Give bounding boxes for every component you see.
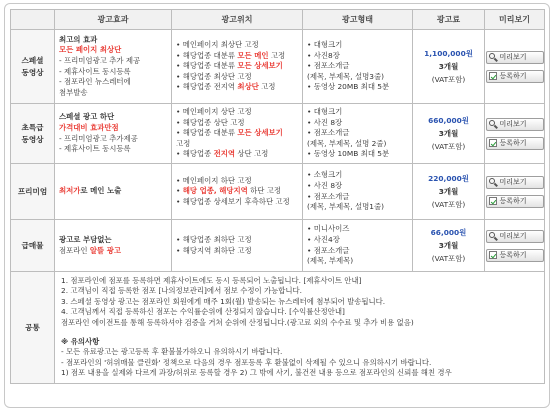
ad-form-line: • 미니사이즈 <box>307 224 350 234</box>
ad-position-line <box>176 197 298 208</box>
ad-form-line: • 소형크기 <box>307 170 343 180</box>
ad-effect-text: - 프리미엄광고 추가 제공 <box>59 55 141 65</box>
ad-effect-line <box>59 35 167 46</box>
table-row <box>11 104 545 164</box>
ad-form-line: • 사진4장 <box>307 234 340 244</box>
notice-content <box>55 272 545 384</box>
ad-form-line: • 대형크기 <box>307 40 343 50</box>
ad-form-line: • 사진 8장 <box>307 180 343 190</box>
ad-position <box>172 220 303 272</box>
ad-position-line <box>176 107 298 118</box>
ad-price <box>413 220 485 272</box>
ad-position <box>172 164 303 220</box>
register-button-label: 등록하기 <box>499 72 527 80</box>
price-amount: 660,000원 <box>428 116 469 125</box>
ad-form-line: • 점포소개글 <box>307 128 350 138</box>
ad-actions <box>485 220 545 272</box>
preview-button[interactable] <box>486 51 544 64</box>
ad-form-line: (제목, 부제목) <box>307 256 354 266</box>
ad-effect-line <box>59 134 167 145</box>
ad-position-text: 하단 고정 <box>247 186 282 196</box>
magnifier-handle <box>494 183 498 187</box>
ad-form-line: • 점포소개글 <box>307 191 350 201</box>
ad-effect-text: - 제휴사이트 동시등록 <box>59 66 131 76</box>
register-button[interactable] <box>486 70 544 83</box>
ad-form-line: • 점포소개글 <box>307 61 350 71</box>
ad-position-line <box>176 186 298 197</box>
ad-position-text: 고정 <box>176 138 191 148</box>
notice-line: 1. 점포라인에 점포를 등록하면 제휴사이트에도 동시 등록되어 노출됩니다. [제휴사이트 안내] <box>61 276 362 285</box>
preview-button-label: 미리보기 <box>499 53 527 61</box>
ad-position-line <box>176 149 298 160</box>
register-button-label: 등록하기 <box>499 251 527 259</box>
preview-button-label: 미리보기 <box>499 232 527 240</box>
price-period: 3개월 <box>438 129 459 138</box>
ad-category-line: 프리미엄 <box>17 186 48 196</box>
ad-position-text: 최상단 <box>237 82 259 92</box>
ad-effect-line <box>59 77 167 88</box>
price-amount: 66,000원 <box>430 228 467 237</box>
ad-form-line: (제목, 부제목, 설명 2줄) <box>307 138 387 148</box>
caution-title: ※ 유의사항 <box>61 337 100 347</box>
preview-button[interactable] <box>486 230 544 243</box>
ad-position-line <box>176 118 298 129</box>
ad-form <box>303 220 413 272</box>
ad-effect-line <box>59 56 167 67</box>
ad-position-text: 모든 메인 <box>237 50 269 60</box>
checkbox-icon <box>489 72 498 81</box>
table-header-row <box>11 10 545 30</box>
ad-position-line <box>176 40 298 51</box>
ad-category-line: 스페셜 <box>21 55 44 65</box>
ad-category-line: 동영상 <box>21 134 44 144</box>
ad-position-line <box>176 235 298 246</box>
header-blank <box>11 10 55 30</box>
ad-effect-line <box>59 144 167 155</box>
notice-line: 2. 고객님이 직접 등록한 점포 [나의정보관리]에서 점보 수정이 가능합니다. <box>61 286 303 296</box>
ad-effect-line <box>59 186 167 197</box>
register-button[interactable] <box>486 249 544 262</box>
magnifier-handle <box>494 125 498 129</box>
ad-form-line: • 대형크기 <box>307 107 343 117</box>
ad-effect-text: 모든 페이지 최상단 <box>59 45 122 55</box>
ad-position-line <box>176 139 298 150</box>
ad-form-line: (제목, 부제목, 설명3줄) <box>307 71 384 81</box>
ad-position-text: • <box>176 186 183 196</box>
magnifier-icon <box>489 178 498 187</box>
magnifier-icon <box>489 120 498 129</box>
ad-effect-text: - 제휴사이트 동시등록 <box>59 144 131 154</box>
notice-line: 3. 스페셜 동영상 광고는 점포라인 회원에게 매주 1회(월) 발송되는 뉴스레터에 첨부되어 발송됩니다. <box>61 296 386 306</box>
checkbox-icon <box>489 139 498 148</box>
ad-position-text: • 해당업종 상단 고정 <box>176 117 245 127</box>
price-vat: (VAT포함) <box>431 75 466 84</box>
ad-effect-line <box>59 88 167 99</box>
ad-category-line: 초특급 <box>21 122 44 132</box>
ad-actions <box>485 30 545 104</box>
checkbox-icon <box>489 197 498 206</box>
header-preview: 미리보기 <box>485 10 545 30</box>
ad-effect-text: 최저가 <box>59 186 81 196</box>
ad-position-text: • 해당업종 대분류 <box>176 50 238 60</box>
ad-actions <box>485 164 545 220</box>
checkbox-box <box>489 251 497 259</box>
ad-position-text: 상단 고정 <box>235 149 269 159</box>
ad-price <box>413 104 485 164</box>
ad-position-text: • 해당업종 최상단 고정 <box>176 71 252 81</box>
ad-position-text: • 해당업종 대분류 <box>176 128 238 138</box>
ad-effect-text: 스페셜 광고 하단 <box>59 112 115 122</box>
ad-position-text: 모든 상세보기 <box>237 128 283 138</box>
ad-position <box>172 30 303 104</box>
ad-position-text: 해당 업종, 해당지역 <box>182 186 248 196</box>
ad-position-text: • 메인페이지 최상단 고정 <box>176 40 259 50</box>
ad-position-line <box>176 61 298 72</box>
caution-line: - 점포라인의 '허위매물 클린화' 정책으로 다음의 경우 점포등록 후 환불없이 삭제될 수 있으니 유의하시기 바랍니다. <box>61 357 432 367</box>
register-button-label: 등록하기 <box>499 139 527 147</box>
ad-effect-line <box>59 67 167 78</box>
ad-effect <box>55 30 172 104</box>
ad-form-line: • 동영상 10MB 최대 5분 <box>307 149 390 159</box>
ad-position-text: 고정 <box>258 82 276 92</box>
ad-pricing-panel <box>4 3 550 408</box>
ad-form <box>303 104 413 164</box>
ad-form-line: • 동영상 20MB 최대 5분 <box>307 82 390 92</box>
price-vat: (VAT포함) <box>431 200 466 209</box>
header-effect: 광고효과 <box>55 10 172 30</box>
ad-effect <box>55 220 172 272</box>
checkbox-box <box>489 72 497 80</box>
price-vat: (VAT포함) <box>431 142 466 151</box>
header-price: 광고료 <box>413 10 485 30</box>
magnifier-icon <box>489 53 498 62</box>
header-form: 광고형태 <box>303 10 413 30</box>
ad-position-text: 전지역 <box>213 149 236 159</box>
ad-position-text: • 해당업종 <box>176 149 214 159</box>
ad-effect-text: 첨부발송 <box>59 87 88 97</box>
magnifier-icon <box>489 232 498 241</box>
ad-effect-text: 알뜰 광고 <box>89 245 122 255</box>
ad-effect-line <box>59 235 167 246</box>
ad-effect-text: 광고로 부담없는 <box>59 234 112 244</box>
table-row <box>11 220 545 272</box>
ad-position-line <box>176 82 298 93</box>
ad-effect-text: - 점포라인 뉴스레터에 <box>59 77 131 87</box>
notice-row <box>11 272 545 384</box>
price-period: 3개월 <box>438 187 459 196</box>
notice-label: 공통 <box>11 272 55 384</box>
ad-position-line <box>176 128 298 139</box>
preview-button-label: 미리보기 <box>499 120 527 128</box>
caution-line: 1) 점포 내용을 실제와 다르게 과장/허위로 등록할 경우 2) 그 밖에 사기, 불건전 내용 등으로 점포라인의 신뢰를 해친 경우 <box>61 368 452 378</box>
ad-effect-line <box>59 246 167 257</box>
ad-position-text: • 해당지역 최하단 고정 <box>176 245 252 255</box>
ad-category <box>11 104 55 164</box>
price-period: 3개월 <box>438 62 459 71</box>
ad-position-line <box>176 72 298 83</box>
ad-effect-line <box>59 45 167 56</box>
preview-button-label: 미리보기 <box>499 178 527 186</box>
ad-effect <box>55 164 172 220</box>
preview-button[interactable] <box>486 176 544 189</box>
header-position: 광고위치 <box>172 10 303 30</box>
ad-position-text: • 해당업종 최하단 고정 <box>176 234 252 244</box>
ad-effect-line <box>59 123 167 134</box>
register-button-label: 등록하기 <box>499 197 527 205</box>
ad-effect-text: 최고의 효과 <box>59 34 98 44</box>
ad-effect-line <box>59 112 167 123</box>
ad-price <box>413 164 485 220</box>
table-row <box>11 164 545 220</box>
ad-effect-text: 가격대비 효과만점 <box>59 122 119 132</box>
ad-price <box>413 30 485 104</box>
caution-line: - 모든 유료광고는 광고등록 후 환불불가하오니 유의하시기 바랍니다. <box>61 347 283 357</box>
ad-effect-text: 점포라인 <box>59 245 90 255</box>
table-row <box>11 30 545 104</box>
ad-effect-text: - 프리미엄광고 추가제공 <box>59 133 138 143</box>
ad-form-line: (제목, 부제목, 설명1줄) <box>307 202 384 212</box>
register-button[interactable] <box>486 137 544 150</box>
checkbox-box <box>489 197 497 205</box>
ad-actions <box>485 104 545 164</box>
register-button[interactable] <box>486 195 544 208</box>
checkbox-box <box>489 139 497 147</box>
ad-position-text: • 해당업종 상세보기 후측하단 고정 <box>176 196 290 206</box>
notice-line: 점포라인 에이전트를 통해 등록하셔야 검증을 거쳐 순위에 산정됩니다.(광고료 외의 수수료 및 추가 비용 없음) <box>61 317 414 327</box>
price-amount: 1,100,000원 <box>424 49 473 58</box>
ad-category-line: 동영상 <box>21 67 44 77</box>
price-period: 3개월 <box>438 241 459 250</box>
magnifier-handle <box>494 237 498 241</box>
ad-form-line: • 점포소개글 <box>307 245 350 255</box>
notice-line: 4. 고객님께서 직접 등록하신 점포는 수익률순위에 산정되지 않습니다. [수익률산정안내] <box>61 307 345 317</box>
ad-position <box>172 104 303 164</box>
ad-effect-text: 로 메인 노출 <box>80 186 122 196</box>
ad-position-line <box>176 246 298 257</box>
ad-form-line: • 사진8장 <box>307 50 340 60</box>
magnifier-handle <box>494 58 498 62</box>
ad-position-text: 고정 <box>268 50 286 60</box>
ad-form <box>303 30 413 104</box>
ad-effect <box>55 104 172 164</box>
ad-position-text: • 해당업종 전지역 <box>176 82 238 92</box>
ad-position-text: 모든 상세보기 <box>237 61 283 71</box>
ad-form-line: • 사진 8장 <box>307 117 343 127</box>
ad-category <box>11 30 55 104</box>
ad-position-line <box>176 176 298 187</box>
ad-category <box>11 220 55 272</box>
preview-button[interactable] <box>486 118 544 131</box>
price-vat: (VAT포함) <box>431 254 466 263</box>
ad-position-text: • 해당업종 대분류 <box>176 61 238 71</box>
ad-category-line: 급매물 <box>21 240 44 250</box>
ad-position-line <box>176 51 298 62</box>
ad-pricing-table <box>10 9 545 384</box>
ad-form <box>303 164 413 220</box>
price-amount: 220,000원 <box>428 174 469 183</box>
ad-category <box>11 164 55 220</box>
checkbox-icon <box>489 251 498 260</box>
ad-position-text: • 메인페이지 상단 고정 <box>176 107 252 117</box>
ad-position-text: • 메인페이지 하단 고정 <box>176 175 252 185</box>
